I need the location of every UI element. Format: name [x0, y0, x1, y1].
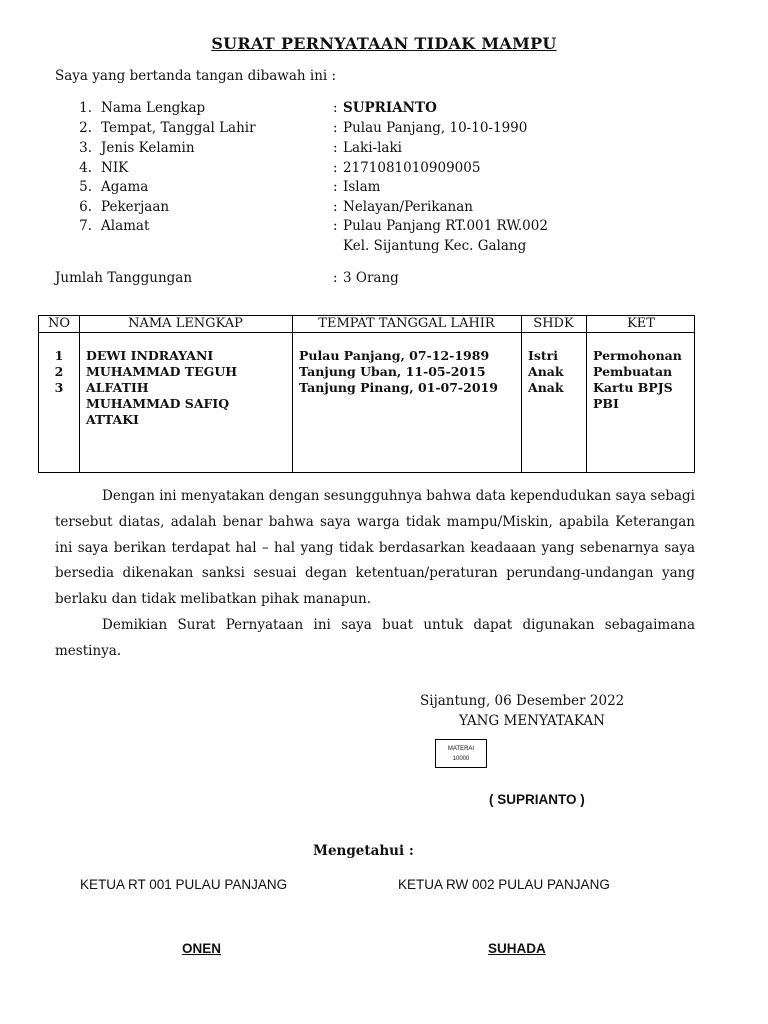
- header-shdk: SHDK: [533, 316, 574, 331]
- member-name: ALFATIH: [86, 380, 149, 395]
- header-no: NO: [47, 316, 71, 331]
- identity-value-name: SUPRIANTO: [343, 100, 437, 116]
- col-divider: [521, 316, 522, 472]
- place-date: Sijantung, 06 Desember 2022: [420, 693, 625, 709]
- identity-num: 6.: [79, 199, 92, 215]
- member-name: ATTAKI: [86, 412, 139, 427]
- identity-sep: :: [333, 218, 338, 234]
- identity-label: Nama Lengkap: [101, 100, 206, 116]
- cell-numbers: [39, 348, 79, 396]
- table-header-divider: [39, 332, 694, 333]
- identity-value: Pulau Panjang RT.001 RW.002: [343, 218, 548, 234]
- declarant-label: YANG MENYATAKAN: [459, 713, 605, 729]
- rt-name: ONEN: [182, 941, 222, 956]
- rw-name: SUHADA: [488, 941, 546, 956]
- identity-value: Islam: [343, 179, 381, 195]
- identity-label: Pekerjaan: [101, 199, 170, 215]
- identity-num: 3.: [79, 140, 92, 156]
- member-name: MUHAMMAD SAFIQ: [86, 396, 230, 411]
- rw-title: KETUA RW 002 PULAU PANJANG: [398, 877, 610, 892]
- ket-line: PBI: [593, 396, 619, 411]
- ket-line: Kartu BPJS: [593, 380, 673, 395]
- identity-sep: :: [333, 120, 338, 136]
- identity-num: 5.: [79, 179, 92, 195]
- materai-stamp: [435, 739, 487, 768]
- dependents-label: Jumlah Tanggungan: [55, 270, 193, 286]
- identity-label: Tempat, Tanggal Lahir: [101, 120, 256, 136]
- statement-paragraph-1: Dengan ini menyatakan dengan sesungguhnya bahwa data kependudukan saya sebagi tersebut diatas, adalah benar bahwa saya warga tidak mampu/Miskin, apabila Keterangan ini saya berikan terdapat hal – hal yang tidak berdasarkan keadaaan yang sebenarnya saya bersedia dikenakan sanksi sesuai degan ketentuan/peraturan perundang-undangan yang berlaku dan tidak melibatkan pihak manapun.: [55, 488, 695, 608]
- identity-sep: :: [333, 140, 338, 156]
- col-divider: [79, 316, 80, 472]
- member-name: DEWI INDRAYANI: [86, 348, 214, 363]
- identity-sep: :: [333, 199, 338, 215]
- member-shdk: Istri: [528, 348, 558, 363]
- identity-value: Pulau Panjang, 10-10-1990: [343, 120, 528, 136]
- identity-num: 2.: [79, 120, 92, 136]
- header-name: NAMA LENGKAP: [128, 316, 243, 331]
- identity-num: 1.: [79, 100, 92, 116]
- member-name: MUHAMMAD TEGUH: [86, 364, 238, 379]
- cell-ket: [593, 348, 682, 412]
- identity-sep: :: [333, 100, 338, 116]
- ket-line: Pembuatan: [593, 364, 673, 379]
- cell-shdk: [528, 348, 564, 396]
- address-line-2: Kel. Sijantung Kec. Galang: [343, 238, 527, 254]
- member-birth: Pulau Panjang, 07-12-1989: [299, 348, 490, 363]
- family-table: [38, 315, 695, 473]
- materai-value: 10000: [452, 756, 470, 762]
- header-ket: KET: [627, 316, 655, 331]
- statement-body: [55, 484, 695, 665]
- member-shdk: Anak: [528, 364, 564, 379]
- identity-label: Jenis Kelamin: [101, 140, 195, 156]
- dependents-sep: :: [333, 270, 338, 286]
- identity-value: 2171081010909005: [343, 160, 481, 176]
- table-row-number: 1: [54, 348, 64, 363]
- identity-sep: :: [333, 179, 338, 195]
- identity-value: Laki-laki: [343, 140, 402, 156]
- member-birth: Tanjung Uban, 11-05-2015: [299, 364, 486, 379]
- intro-text: Saya yang bertanda tangan dibawah ini :: [55, 68, 337, 84]
- rt-title: KETUA RT 001 PULAU PANJANG: [80, 877, 288, 892]
- col-divider: [586, 316, 587, 472]
- document-title: SURAT PERNYATAAN TIDAK MAMPU: [211, 34, 557, 53]
- col-divider: [292, 316, 293, 472]
- member-birth: Tanjung Pinang, 01-07-2019: [299, 380, 498, 395]
- identity-label: Agama: [101, 179, 149, 195]
- materai-label: MATERAI: [447, 746, 475, 752]
- acknowledged-label: Mengetahui :: [313, 843, 414, 859]
- identity-label: NIK: [101, 160, 129, 176]
- table-row-number: 3: [54, 380, 64, 395]
- dependents-value: 3 Orang: [343, 270, 399, 286]
- identity-sep: :: [333, 160, 338, 176]
- ket-line: Permohonan: [593, 348, 682, 363]
- table-row-number: 2: [54, 364, 64, 379]
- cell-names: [86, 348, 237, 428]
- identity-label: Alamat: [101, 218, 150, 234]
- declarant-name: ( SUPRIANTO ): [489, 792, 585, 807]
- header-birth: TEMPAT TANGGAL LAHIR: [318, 316, 495, 331]
- cell-births: [299, 348, 498, 396]
- identity-value: Nelayan/Perikanan: [343, 199, 473, 215]
- member-shdk: Anak: [528, 380, 564, 395]
- identity-num: 4.: [79, 160, 92, 176]
- statement-paragraph-2: Demikian Surat Pernyataan ini saya buat untuk dapat digunakan sebagaimana mestinya.: [55, 616, 695, 659]
- identity-num: 7.: [79, 218, 92, 234]
